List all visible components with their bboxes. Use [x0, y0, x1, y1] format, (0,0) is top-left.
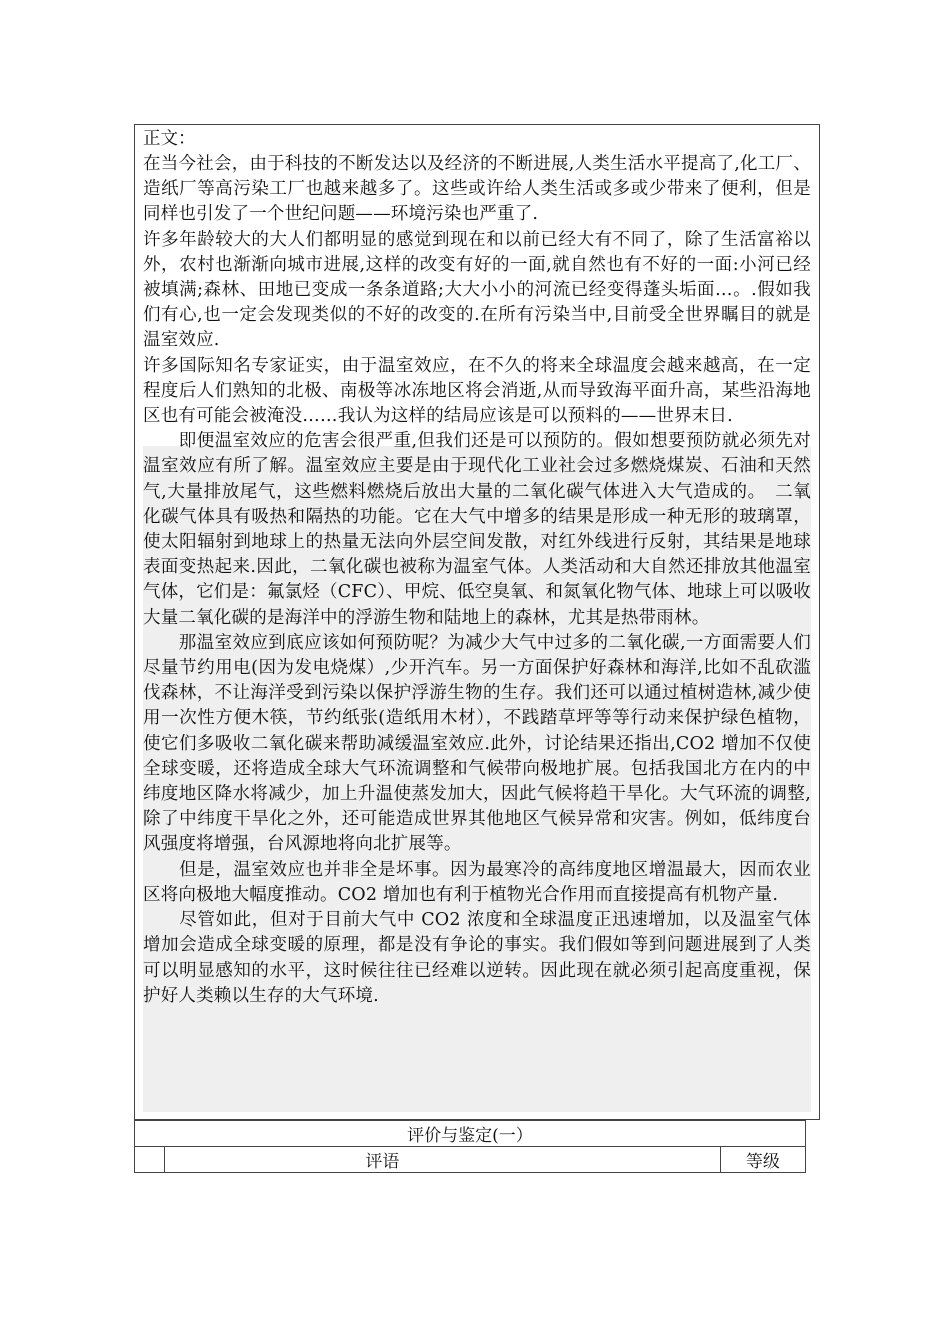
- blank-cell: [135, 1147, 165, 1173]
- paragraph-3: 许多国际知名专家证实，由于温室效应，在不久的将来全球温度会越来越高，在一定程度后人们熟知的北极、南极等冰冻地区将会消逝,从而导致海平面升高，某些沿海地区也有可能会被淹没……我认为这样的结局应该是可以预料的——世界末日.: [143, 355, 811, 427]
- essay-heading: 正文：: [143, 129, 196, 149]
- paragraph-7: 尽管如此，但对于目前大气中 CO2 浓度和全球温度正迅速增加，以及温室气体增加会造成全球变暖的原理，都是没有争论的事实。我们假如等到问题进展到了人类可以明显感知的水平，这时候往往已经难以逆转。因此现在就必须引起高度重视，保护好人类赖以生存的大气环境.: [143, 910, 811, 1006]
- evaluation-title: 评价与鉴定(一）: [135, 1121, 806, 1147]
- comment-header: 评语: [165, 1147, 721, 1173]
- paragraph-1: 在当今社会，由于科技的不断发达以及经济的不断进展,人类生活水平提高了,化工厂、造纸厂等高污染工厂也越来越多了。这些或许给人类生活或多或少带来了便利，但是同样也引发了一个世纪问题——环境污染也严重了.: [143, 154, 811, 225]
- paragraph-2: 许多年龄较大的大人们都明显的感觉到现在和以前已经大有不同了，除了生活富裕以外，农村也渐渐向城市进展,这样的改变有好的一面,就自然也有不好的一面:小河已经被填满;森林、田地已变成一条条道路;大大小小的河流已经变得蓬头垢面…。.假如我们有心,也一定会发现类似的不好的改变的.在所有污染当中,目前受全世界瞩目的就是温室效应.: [143, 229, 811, 351]
- paragraph-5: 那温室效应到底应该如何预防呢？为减少大气中过多的二氧化碳,一方面需要人们尽量节约用电(因为发电烧煤）,少开汽车。另一方面保护好森林和海洋,比如不乱砍滥伐森林，不让海洋受到污染以保护浮游生物的生存。我们还可以通过植树造林,减少使用一次性方便木筷，节约纸张(造纸用木材），不践踏草坪等等行动来保护绿色植物，使它们多吸收二氧化碳来帮助减缓温室效应.此外，讨论结果还指出,CO2 增加不仅使全球变暖，还将造成全球大气环流调整和气候带向极地扩展。包括我国北方在内的中纬度地区降水将减少，加上升温使蒸发加大，因此气候将趋干旱化。大气环流的调整,除了中纬度干旱化之外，还可能造成世界其他地区气候异常和灾害。例如，低纬度台风强度将增强，台风源地将向北扩展等。: [143, 632, 811, 855]
- paragraph-4: 即便温室效应的危害会很严重,但我们还是可以预防的。假如想要预防就必须先对温室效应有所了解。温室效应主要是由于现代化工业社会过多燃烧煤炭、石油和天然气,大量排放尾气，这些燃料燃烧后放出大量的二氧化碳气体进入大气造成的。 二氧化碳气体具有吸热和隔热的功能。它在大气中增多的结果是形成一种无形的玻璃罩，使太阳辐射到地球上的热量无法向外层空间发散，对红外线进行反射，其结果是地球表面变热起来.因此，二氧化碳也被称为温室气体。人类活动和大自然还排放其他温室气体，它们是：氟氯烃（CFC）、甲烷、低空臭氧、和氮氧化物气体、地球上可以吸收大量二氧化碳的是海洋中的浮游生物和陆地上的森林，尤其是热带雨林。: [143, 431, 811, 628]
- essay-content: [143, 127, 811, 1009]
- evaluation-table: [134, 1120, 806, 1173]
- essay-frame: [134, 124, 820, 1120]
- grade-header: 等级: [720, 1147, 805, 1173]
- paragraph-6: 但是，温室效应也并非全是坏事。因为最寒冷的高纬度地区增温最大，因而农业区将向极地大幅度推动。CO2 增加也有利于植物光合作用而直接提高有机物产量.: [143, 859, 811, 905]
